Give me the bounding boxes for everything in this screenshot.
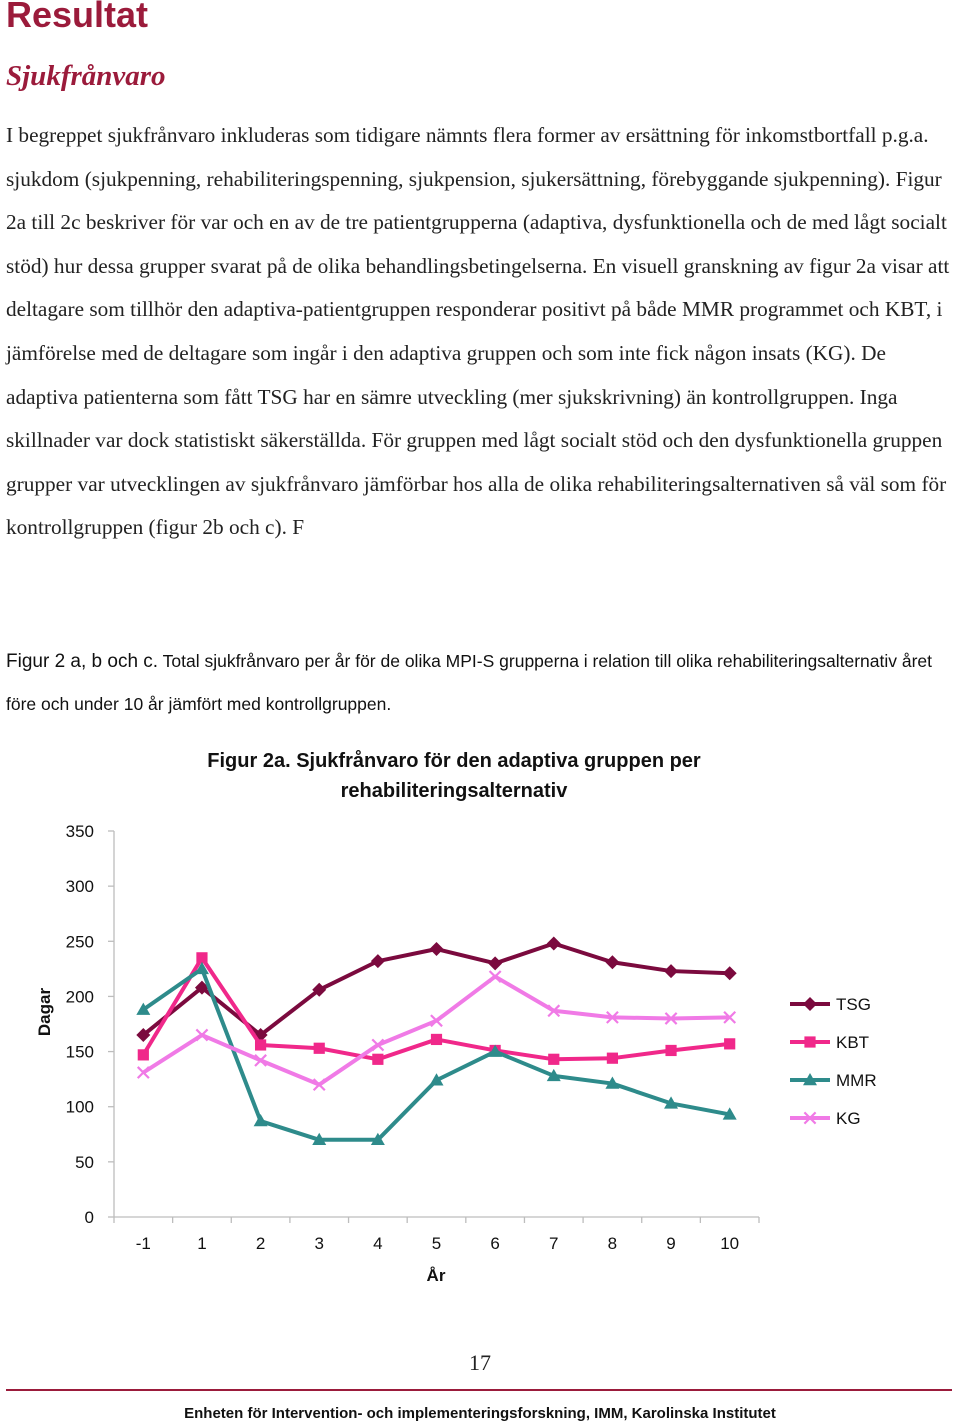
figure-caption-text: Total sjukfrånvaro per år för de olika MPI-S grupperna i relation till olika rehabiliteringsalternativ året före och under 10 år jämfört med kontrollgruppen. bbox=[6, 651, 933, 714]
y-tick-label: 50 bbox=[75, 1152, 94, 1172]
data-point-mmr bbox=[254, 1114, 268, 1126]
x-tick-label: -1 bbox=[135, 1234, 151, 1253]
legend-marker-tsg bbox=[803, 997, 817, 1011]
data-point-tsg bbox=[547, 936, 561, 950]
page-number: 17 bbox=[469, 1350, 491, 1375]
series-layer bbox=[136, 936, 736, 1145]
chart-title-line-2: rehabiliteringsalternativ bbox=[340, 780, 568, 802]
data-point-tsg bbox=[723, 966, 737, 980]
legend-label-mmr: MMR bbox=[836, 1071, 877, 1090]
y-tick-label: 0 bbox=[84, 1208, 94, 1227]
data-point-kbt bbox=[196, 952, 207, 963]
data-point-kbt bbox=[665, 1045, 676, 1056]
data-point-kbt bbox=[724, 1038, 735, 1049]
x-axis-title: År bbox=[426, 1266, 446, 1285]
x-tick-label: 3 bbox=[314, 1234, 324, 1253]
data-point-tsg bbox=[664, 964, 678, 978]
y-tick-label: 250 bbox=[65, 932, 94, 952]
y-axis-title: Dagar bbox=[35, 987, 54, 1037]
series-line-kg bbox=[143, 977, 729, 1085]
data-point-kbt bbox=[138, 1049, 149, 1060]
data-point-tsg bbox=[430, 942, 444, 956]
data-point-tsg bbox=[605, 955, 619, 969]
x-tick-label: 9 bbox=[666, 1234, 676, 1253]
legend-label-kbt: KBT bbox=[836, 1033, 870, 1052]
data-point-kbt bbox=[314, 1043, 325, 1054]
chart-legend bbox=[790, 995, 877, 1128]
page-footer: Enheten för Intervention- och implementeringsforskning, IMM, Karolinska Institutet bbox=[184, 1405, 776, 1422]
data-point-kbt bbox=[372, 1054, 383, 1065]
x-tick-label: 6 bbox=[490, 1234, 500, 1253]
legend-label-kg: KG bbox=[836, 1109, 861, 1128]
x-tick-label: 1 bbox=[197, 1234, 207, 1253]
x-tick-label: 4 bbox=[373, 1234, 383, 1253]
data-point-kbt bbox=[607, 1053, 618, 1064]
x-tick-label: 8 bbox=[607, 1234, 618, 1253]
figure-caption-label: Figur 2 a, b och c. bbox=[6, 651, 159, 672]
y-tick-label: 100 bbox=[65, 1097, 94, 1117]
data-point-kg bbox=[138, 1067, 149, 1078]
section-heading: Resultat bbox=[6, 0, 149, 35]
data-point-kbt bbox=[255, 1039, 266, 1050]
chart-title-line-1: Figur 2a. Sjukfrånvaro för den adaptiva gruppen per bbox=[207, 750, 701, 772]
subsection-heading: Sjukfrånvaro bbox=[6, 60, 166, 92]
x-tick-label: 5 bbox=[431, 1234, 442, 1253]
data-point-tsg bbox=[488, 956, 502, 970]
legend-marker-kbt bbox=[804, 1036, 815, 1047]
legend-label-tsg: TSG bbox=[836, 995, 871, 1014]
y-tick-label: 350 bbox=[65, 822, 94, 841]
body-paragraph: I begreppet sjukfrånvaro inkluderas som tidigare nämnts flera former av ersättning för inkomstbortfall p.g.a. sjukdom (sjukpenning, rehabiliteringspenning, sjukpension, sjukersättning, förebyggande sjukpenning). Figur 2a till 2c beskriver för var och en av de tre patientgrupperna (adaptiva, dysfunktionella och de med lågt socialt stöd) hur dessa grupper svarat på de olika behandlingsbetingelserna. En visuell granskning av figur 2a visar att deltagare som tillhör den adaptiva-patientgruppen responderar positivt på både MMR programmet och KBT, i jämförelse med de deltagare som ingår i den adaptiva gruppen och som inte fick någon insats (KG). De adaptiva patienterna som fått TSG har en sämre utveckling (mer sjukskrivning) än kontrollgruppen. Inga skillnader var dock statistiskt säkerställda. För gruppen med lågt socialt stöd och den dysfunktionella gruppen grupper var utvecklingen av sjukfrånvaro jämförbar hos alla de olika rehabiliteringsalternativen så väl som för kontrollgruppen (figur 2b och c). F bbox=[6, 123, 950, 540]
y-tick-label: 150 bbox=[65, 1042, 94, 1062]
y-tick-label: 300 bbox=[65, 877, 94, 897]
y-tick-label: 200 bbox=[65, 987, 94, 1007]
x-axis-ticks bbox=[114, 1217, 759, 1253]
y-axis-ticks bbox=[66, 822, 114, 1227]
line-chart bbox=[0, 735, 960, 1295]
x-tick-label: 10 bbox=[720, 1234, 740, 1253]
data-point-tsg bbox=[371, 954, 385, 968]
footer-divider bbox=[6, 1389, 952, 1391]
x-tick-label: 7 bbox=[549, 1234, 559, 1253]
data-point-kbt bbox=[548, 1054, 559, 1065]
data-point-kbt bbox=[431, 1034, 442, 1045]
figure-caption bbox=[6, 640, 951, 725]
x-tick-label: 2 bbox=[255, 1234, 266, 1253]
